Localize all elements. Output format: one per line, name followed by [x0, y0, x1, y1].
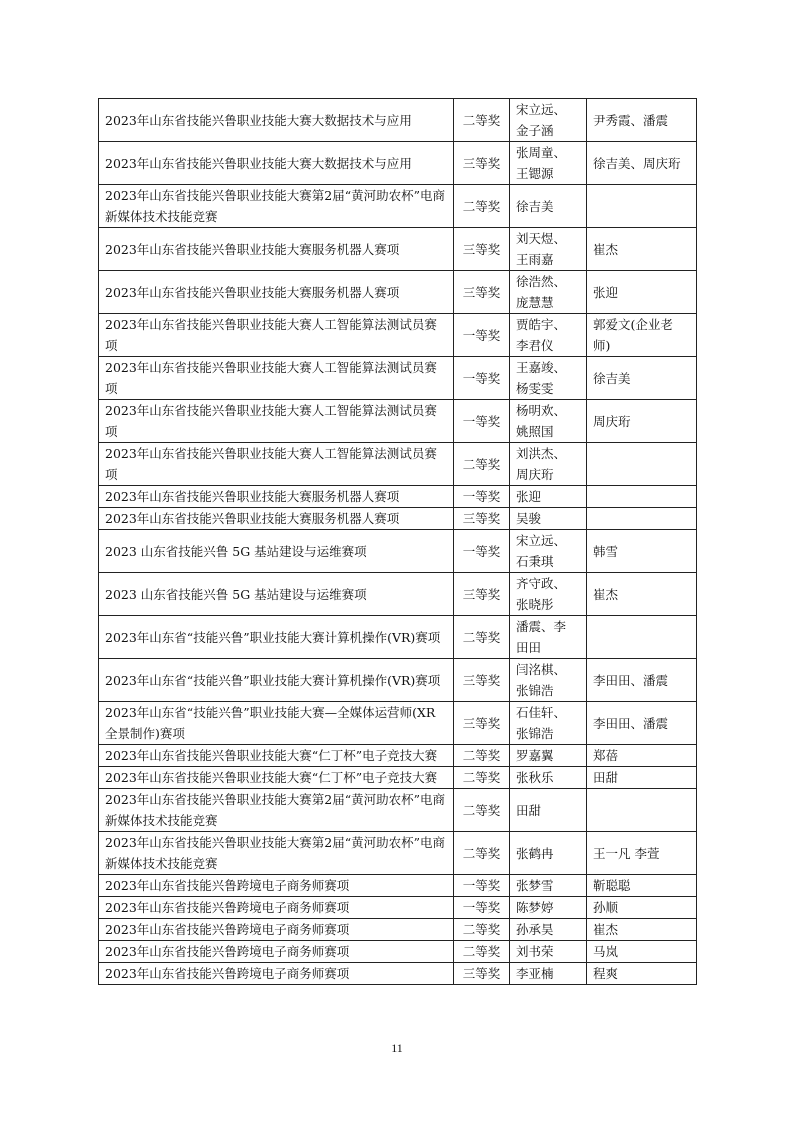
table-row	[99, 702, 697, 745]
award-level-cell: 一等奖	[454, 875, 510, 897]
teachers-cell	[587, 400, 697, 443]
competition-cell: 2023年山东省技能兴鲁跨境电子商务师赛项	[99, 963, 454, 985]
students-cell	[510, 875, 587, 897]
student-line: 金子涵	[516, 123, 554, 138]
student-line: 石秉琪	[516, 554, 554, 569]
teacher-line: 郭爱文(企业老	[593, 317, 673, 332]
table-row	[99, 573, 697, 616]
student-line: 李亚楠	[516, 966, 554, 981]
student-line: 张秋乐	[516, 770, 554, 785]
competition-cell: 2023年山东省技能兴鲁跨境电子商务师赛项	[99, 919, 454, 941]
award-level-cell: 二等奖	[454, 185, 510, 228]
students-cell	[510, 832, 587, 875]
award-level-cell: 一等奖	[454, 897, 510, 919]
award-level-cell: 二等奖	[454, 789, 510, 832]
teachers-cell	[587, 875, 697, 897]
students-cell	[510, 616, 587, 659]
teachers-cell	[587, 99, 697, 142]
award-level-cell: 三等奖	[454, 271, 510, 314]
student-line: 张周童、	[516, 145, 567, 160]
competition-cell: 2023年山东省技能兴鲁职业技能大赛第2届“黄河助农杯”电商新媒体技术技能竞赛	[99, 185, 454, 228]
teachers-cell	[587, 508, 697, 530]
competition-cell: 2023年山东省技能兴鲁职业技能大赛第2届“黄河助农杯”电商新媒体技术技能竞赛	[99, 832, 454, 875]
students-cell	[510, 963, 587, 985]
teachers-cell	[587, 530, 697, 573]
students-cell	[510, 897, 587, 919]
student-line: 石佳轩、	[516, 705, 567, 720]
award-level-cell: 三等奖	[454, 228, 510, 271]
teachers-cell	[587, 314, 697, 357]
table-row	[99, 832, 697, 875]
teachers-cell	[587, 486, 697, 508]
student-line: 田甜	[516, 802, 542, 818]
teacher-line: 孙顺	[593, 900, 619, 915]
table-row	[99, 314, 697, 357]
teacher-line: 师)	[593, 338, 611, 353]
student-line: 齐守政、	[516, 576, 567, 591]
student-line: 刘洪杰、	[516, 446, 567, 461]
student-line: 宋立远、	[516, 102, 567, 117]
teacher-line: 韩雪	[593, 543, 619, 559]
student-line: 张锦浩	[516, 683, 554, 698]
award-level-cell: 三等奖	[454, 508, 510, 530]
student-line: 王雨嘉	[516, 252, 554, 267]
students-cell	[510, 271, 587, 314]
students-cell	[510, 573, 587, 616]
competition-cell: 2023年山东省技能兴鲁职业技能大赛大数据技术与应用	[99, 142, 454, 185]
students-cell	[510, 357, 587, 400]
table-row	[99, 443, 697, 486]
teacher-line: 尹秀霞、潘震	[593, 112, 669, 128]
teacher-line: 靳聪聪	[593, 878, 631, 893]
students-cell	[510, 659, 587, 702]
table-row	[99, 897, 697, 919]
teachers-cell	[587, 963, 697, 985]
competition-cell: 2023年山东省技能兴鲁职业技能大赛服务机器人赛项	[99, 271, 454, 314]
students-cell	[510, 228, 587, 271]
competition-cell: 2023年山东省技能兴鲁职业技能大赛人工智能算法测试员赛项	[99, 357, 454, 400]
table-row	[99, 228, 697, 271]
competition-cell: 2023年山东省技能兴鲁职业技能大赛服务机器人赛项	[99, 508, 454, 530]
award-level-cell: 三等奖	[454, 142, 510, 185]
students-cell	[510, 314, 587, 357]
award-level-cell: 二等奖	[454, 745, 510, 767]
teachers-cell	[587, 573, 697, 616]
competition-cell: 2023年山东省技能兴鲁职业技能大赛人工智能算法测试员赛项	[99, 443, 454, 486]
award-level-cell: 三等奖	[454, 702, 510, 745]
teachers-cell	[587, 659, 697, 702]
award-level-cell: 二等奖	[454, 616, 510, 659]
table-row	[99, 142, 697, 185]
award-level-cell: 二等奖	[454, 832, 510, 875]
teachers-cell	[587, 941, 697, 963]
student-line: 张锦浩	[516, 726, 554, 741]
teacher-line: 程爽	[593, 966, 619, 981]
competition-cell: 2023 山东省技能兴鲁 5G 基站建设与运维赛项	[99, 573, 454, 616]
students-cell	[510, 185, 587, 228]
award-level-cell: 二等奖	[454, 767, 510, 789]
teacher-line: 田甜	[593, 770, 619, 785]
table-row	[99, 400, 697, 443]
teacher-line: 郑蓓	[593, 748, 619, 763]
student-line: 闫洺棋、	[516, 662, 567, 677]
student-line: 庞慧慧	[516, 295, 554, 310]
table-row	[99, 789, 697, 832]
competition-cell: 2023年山东省技能兴鲁职业技能大赛服务机器人赛项	[99, 486, 454, 508]
teacher-line: 李田田、潘震	[593, 715, 669, 731]
students-cell	[510, 142, 587, 185]
award-level-cell: 一等奖	[454, 530, 510, 573]
teacher-line: 周庆珩	[593, 413, 631, 429]
students-cell	[510, 745, 587, 767]
table-row	[99, 941, 697, 963]
award-level-cell: 二等奖	[454, 941, 510, 963]
award-level-cell: 一等奖	[454, 400, 510, 443]
competition-cell: 2023年山东省技能兴鲁职业技能大赛“仁丁杯”电子竞技大赛	[99, 745, 454, 767]
teachers-cell	[587, 271, 697, 314]
teachers-cell	[587, 919, 697, 941]
table-row	[99, 508, 697, 530]
table-row	[99, 616, 697, 659]
student-line: 李君仪	[516, 338, 554, 353]
page-number: 11	[391, 1041, 403, 1055]
competition-cell: 2023年山东省“技能兴鲁”职业技能大赛计算机操作(VR)赛项	[99, 616, 454, 659]
table-row	[99, 530, 697, 573]
competition-cell: 2023年山东省“技能兴鲁”职业技能大赛—全媒体运营师(XR 全景制作)赛项	[99, 702, 454, 745]
award-level-cell: 二等奖	[454, 443, 510, 486]
teachers-cell	[587, 789, 697, 832]
awards-table	[98, 98, 697, 985]
student-line: 王嘉竣、	[516, 360, 567, 375]
table-row	[99, 767, 697, 789]
teacher-line: 马岚	[593, 944, 619, 959]
student-line: 吴骏	[516, 511, 542, 526]
award-level-cell: 一等奖	[454, 486, 510, 508]
student-line: 罗嘉翼	[516, 748, 554, 763]
competition-cell: 2023年山东省技能兴鲁跨境电子商务师赛项	[99, 897, 454, 919]
students-cell	[510, 941, 587, 963]
student-line: 孙承昊	[516, 922, 554, 937]
table-row	[99, 919, 697, 941]
student-line: 张迎	[516, 489, 542, 504]
student-line: 张鹤冉	[516, 845, 554, 861]
students-cell	[510, 530, 587, 573]
student-line: 王锶源	[516, 166, 554, 181]
table-row	[99, 99, 697, 142]
table-row	[99, 875, 697, 897]
student-line: 贾皓宇、	[516, 317, 567, 332]
teacher-line: 张迎	[593, 284, 619, 300]
student-line: 张晓彤	[516, 597, 554, 612]
student-line: 刘书荣	[516, 944, 554, 959]
table-row	[99, 745, 697, 767]
competition-cell: 2023年山东省技能兴鲁跨境电子商务师赛项	[99, 875, 454, 897]
teachers-cell	[587, 142, 697, 185]
student-line: 徐浩然、	[516, 274, 567, 289]
table-row	[99, 271, 697, 314]
students-cell	[510, 99, 587, 142]
teachers-cell	[587, 745, 697, 767]
award-level-cell: 二等奖	[454, 99, 510, 142]
table-row	[99, 185, 697, 228]
competition-cell: 2023年山东省技能兴鲁职业技能大赛大数据技术与应用	[99, 99, 454, 142]
award-level-cell: 一等奖	[454, 314, 510, 357]
competition-cell: 2023年山东省技能兴鲁职业技能大赛“仁丁杯”电子竞技大赛	[99, 767, 454, 789]
award-level-cell: 二等奖	[454, 919, 510, 941]
table-row	[99, 486, 697, 508]
student-line: 潘震、李	[516, 619, 567, 634]
student-line: 陈梦婷	[516, 900, 554, 915]
competition-cell: 2023年山东省技能兴鲁跨境电子商务师赛项	[99, 941, 454, 963]
student-line: 徐吉美	[516, 198, 554, 214]
award-level-cell: 三等奖	[454, 659, 510, 702]
student-line: 姚照国	[516, 424, 554, 439]
teachers-cell	[587, 832, 697, 875]
competition-cell: 2023年山东省技能兴鲁职业技能大赛人工智能算法测试员赛项	[99, 400, 454, 443]
competition-cell: 2023年山东省技能兴鲁职业技能大赛服务机器人赛项	[99, 228, 454, 271]
teacher-line: 王一凡 李萱	[593, 845, 660, 861]
teachers-cell	[587, 702, 697, 745]
students-cell	[510, 919, 587, 941]
student-line: 杨明欢、	[516, 403, 567, 418]
teachers-cell	[587, 897, 697, 919]
students-cell	[510, 486, 587, 508]
students-cell	[510, 702, 587, 745]
competition-cell: 2023年山东省技能兴鲁职业技能大赛人工智能算法测试员赛项	[99, 314, 454, 357]
teacher-line: 崔杰	[593, 586, 619, 602]
teachers-cell	[587, 357, 697, 400]
competition-cell: 2023 山东省技能兴鲁 5G 基站建设与运维赛项	[99, 530, 454, 573]
table-row	[99, 357, 697, 400]
teacher-line: 李田田、潘震	[593, 672, 669, 688]
teachers-cell	[587, 616, 697, 659]
teacher-line: 徐吉美	[593, 370, 631, 386]
student-line: 刘天煜、	[516, 231, 567, 246]
award-level-cell: 一等奖	[454, 357, 510, 400]
teachers-cell	[587, 767, 697, 789]
award-level-cell: 三等奖	[454, 963, 510, 985]
students-cell	[510, 443, 587, 486]
teachers-cell	[587, 443, 697, 486]
student-line: 周庆珩	[516, 467, 554, 482]
students-cell	[510, 400, 587, 443]
students-cell	[510, 508, 587, 530]
competition-cell: 2023年山东省“技能兴鲁”职业技能大赛计算机操作(VR)赛项	[99, 659, 454, 702]
teacher-line: 崔杰	[593, 241, 619, 257]
teacher-line: 崔杰	[593, 922, 619, 937]
students-cell	[510, 767, 587, 789]
award-level-cell: 三等奖	[454, 573, 510, 616]
students-cell	[510, 789, 587, 832]
student-line: 田田	[516, 640, 542, 655]
student-line: 宋立远、	[516, 533, 567, 548]
student-line: 杨雯雯	[516, 381, 554, 396]
teacher-line: 徐吉美、周庆珩	[593, 155, 681, 171]
competition-cell: 2023年山东省技能兴鲁职业技能大赛第2届“黄河助农杯”电商新媒体技术技能竞赛	[99, 789, 454, 832]
table-row	[99, 963, 697, 985]
teachers-cell	[587, 185, 697, 228]
teachers-cell	[587, 228, 697, 271]
table-row	[99, 659, 697, 702]
student-line: 张梦雪	[516, 878, 554, 893]
